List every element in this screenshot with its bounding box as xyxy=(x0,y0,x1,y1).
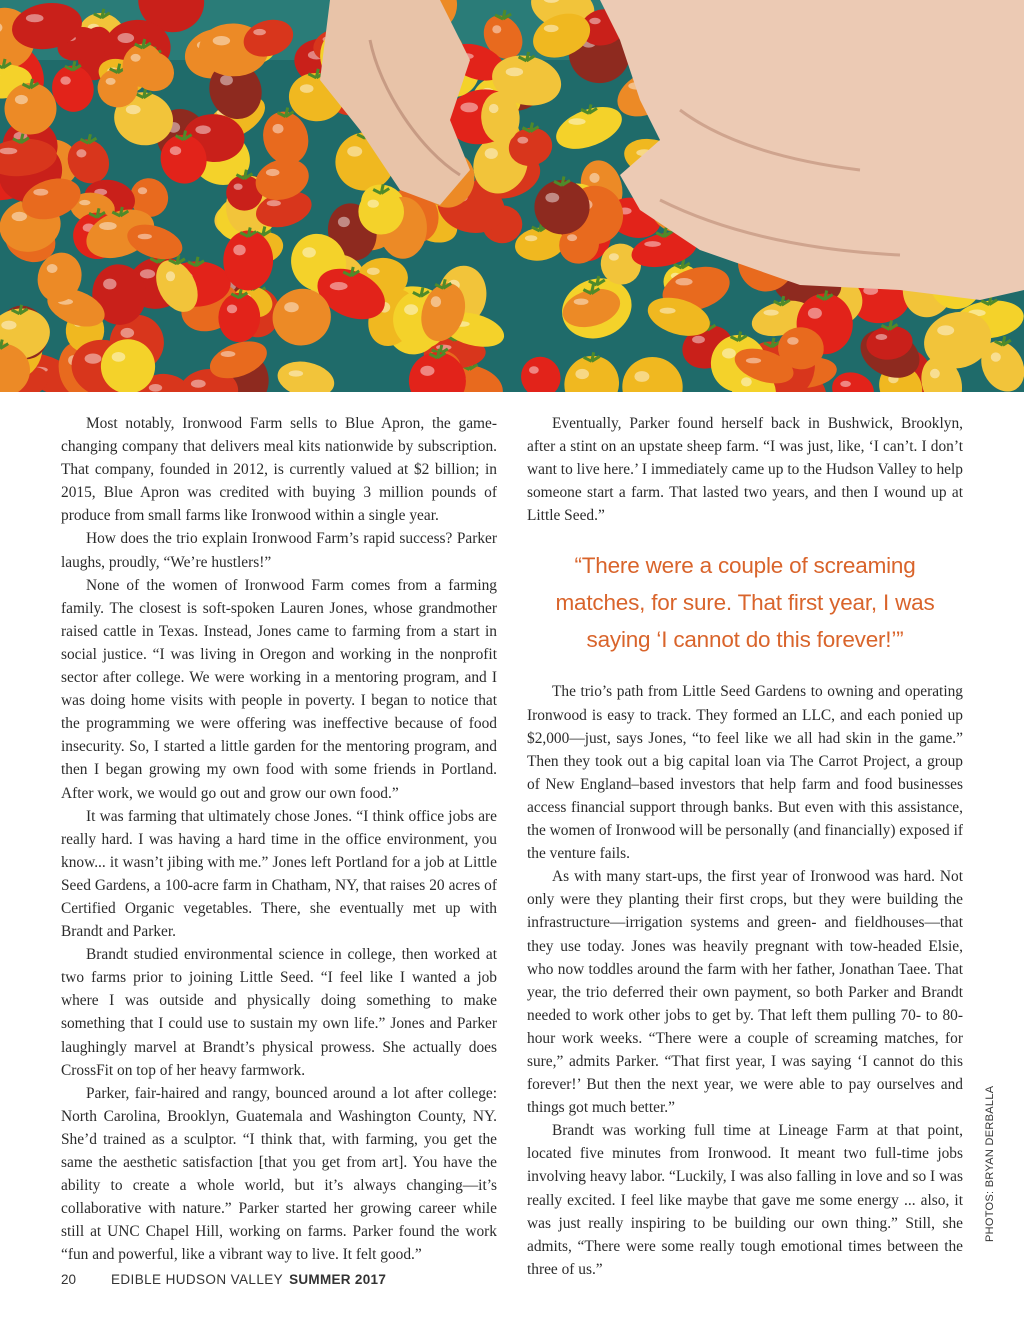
paragraph: How does the trio explain Ironwood Farm’s rapid success? Parker laughs, proudly, “We’re hustlers!” xyxy=(61,530,497,571)
left-column xyxy=(61,412,497,1266)
pull-quote: “There were a couple of screaming matches, for sure. That first year, I was saying ‘I cannot do this forever!’” xyxy=(555,553,935,653)
page-number: 20 xyxy=(61,1272,77,1287)
page-footer xyxy=(61,1272,386,1287)
paragraph: It was farming that ultimately chose Jones. “I think office jobs are really hard. I was having a hard time in the office environment, you know... it wasn’t jibing with me.” Jones left Portland for a job at Little Seed Gardens, a 100-acre farm in Chatham, NY, that raises 20 acres of Certified Organic vegetables. There, she eventually met up with Brandt and Parker. xyxy=(61,807,497,941)
tomatoes-photo xyxy=(0,0,1024,392)
photo-credit: PHOTOS: BRYAN DERBALLA xyxy=(984,1085,996,1242)
paragraph: Eventually, Parker found herself back in Bushwick, Brooklyn, after a stint on an upstate sheep farm. “I was just, like, ‘I can’t. I don’t want to live here.’ I immediately came up to the Hudson Valley to help someone start a farm. That lasted two years, and then I wound up at Little Seed.” xyxy=(527,415,963,525)
right-column xyxy=(527,412,963,1281)
paragraph: As with many start-ups, the first year of Ironwood was hard. Not only were they planting their first crops, but they were building the infrastructure—irrigation systems and green- and fieldhouses—that they use today. Jones was heavily pregnant with tow-headed Elsie, who now toddles around the farm with her father, Jonathan Taee. That year, the trio deferred their own payment, so both Parker and Brandt needed to work other jobs to get by. That left them pulling 70- to 80-hour work weeks. “There were a couple of screaming matches, for sure,” admits Parker. “That first year, I was saying ‘I cannot do this forever!’ But then the next year, we were able to pay ourselves and things got much better.” xyxy=(527,868,963,1117)
paragraph: Brandt studied environmental science in college, then worked at two farms prior to joining Little Seed. “I feel like I wanted a job where I was outside and physically doing something to make something that I could use to sustain my own life.” Jones and Parker laughingly marvel at Brandt’s physical prowess. She actually does CrossFit on top of her heavy farmwork. xyxy=(61,946,497,1079)
paragraph: Parker, fair-haired and rangy, bounced around a lot after college: North Carolina, Brooklyn, Guatemala and Washington County, NY. She’d trained as a sculptor. “I think that, with farming, you get the same the aesthetic satisfaction [that you get from art]. You have the ability to create a whole world, but it’s always changing—it’s collaborative with nature.” Parker started her growing career while still at UNC Chapel Hill, working on farms. Parker found the work “fun and powerful, like a vibrant way to live. It felt good.” xyxy=(61,1084,497,1264)
paragraph: Most notably, Ironwood Farm sells to Blue Apron, the game-changing company that delivers meal kits nationwide by subscription. That company, founded in 2012, is currently valued at $2 billion; in 2015, Blue Apron was credited with buying 3 million pounds of produce from small farms like Ironwood within a single year. xyxy=(61,415,497,525)
magazine-name: EDIBLE HUDSON VALLEY xyxy=(111,1272,284,1287)
paragraph: The trio’s path from Little Seed Gardens to owning and operating Ironwood is easy to track. They formed an LLC, and each ponied up $2,000—just, says Jones, “to feel like we all had skin in the game.” Then they took out a big capital loan via The Carrot Project, a group of New England–based investors that help farm and food businesses access financial support through banks. But even with this assistance, the women of Ironwood will be personally (and financially) exposed if the venture fails. xyxy=(527,683,963,863)
issue-label: SUMMER 2017 xyxy=(289,1272,387,1287)
paragraph: None of the women of Ironwood Farm comes from a farming family. The closest is soft-spoken Lauren Jones, whose grandmother raised cattle in Texas. Instead, Jones came to farming from a start in social justice. “I was living in Oregon and working in the nonprofit sector after college. We were working in a mentoring program, and I was doing home visits with people in poverty. I began to notice that the programming we were offering was ineffective because of food insecurity. So, I started a little garden for the mentoring program, and then I began growing my own food with some friends in Portland. After work, we would go out and grow our own food.” xyxy=(61,576,497,802)
paragraph: Brandt was working full time at Lineage Farm at that point, located five minutes from Ironwood. It meant two full-time jobs involving heavy labor. “Luckily, I was also falling in love and so I was really excited. I feel like maybe that gave me some energy ... also, it was just really inspiring to be building our own thing.” Still, she admits, “There were some really tough emotional times between the three of us.” xyxy=(527,1122,963,1278)
